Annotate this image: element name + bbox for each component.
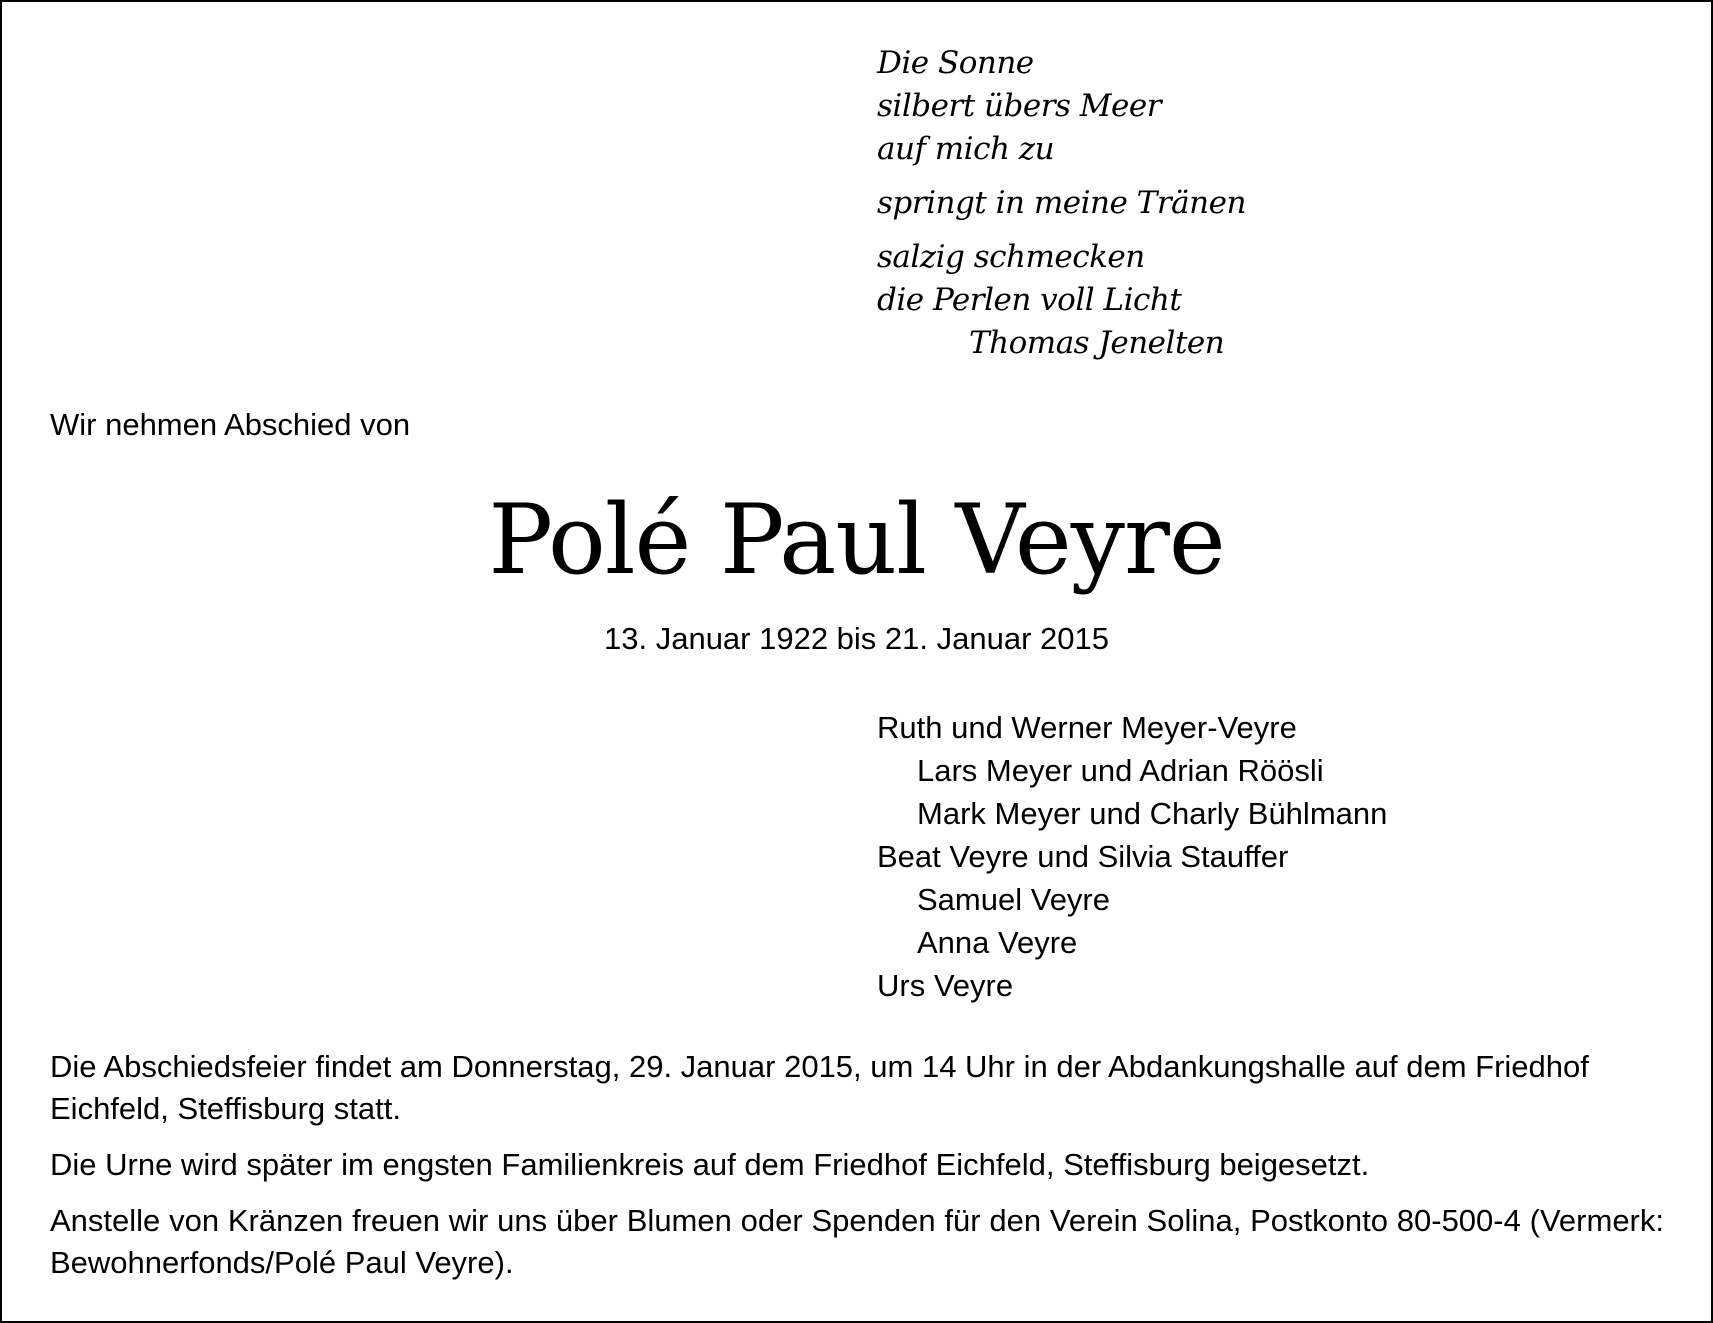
family-member: Lars Meyer und Adrian Röösli [917,753,1324,788]
family-member: Samuel Veyre [917,882,1110,917]
deceased-name: Polé Paul Veyre [488,484,1225,596]
poem-stanza [877,236,1246,365]
poem-stanza [877,182,1246,225]
donation-paragraph: Anstelle von Kränzen freuen wir uns über Blumen oder Spenden für den Verein Solina, Postkonto 80-500-4 (Vermerk: Bewohnerfonds/Polé Paul Veyre). [50,1203,1664,1280]
poem-stanza [877,42,1246,171]
poem-line: Die Sonne [877,45,1034,81]
family-member: Mark Meyer und Charly Bühlmann [917,796,1388,831]
poem-author: Thomas Jenelten [969,325,1225,361]
ceremony-details [50,1046,1664,1298]
poem-line: silbert übers Meer [877,88,1162,124]
poem-line: auf mich zu [877,131,1055,167]
poem-line: die Perlen voll Licht [877,282,1182,318]
ceremony-paragraph: Die Abschiedsfeier findet am Donnerstag, 29. Januar 2015, um 14 Uhr in der Abdankungshalle auf dem Friedhof Eichfeld, Steffisburg statt. [50,1049,1589,1126]
poem-line: salzig schmecken [877,239,1145,275]
family-list [877,706,1387,1007]
poem [877,42,1246,365]
farewell-intro: Wir nehmen Abschied von [50,407,411,442]
urn-paragraph: Die Urne wird später im engsten Familienkreis auf dem Friedhof Eichfeld, Steffisburg beigesetzt. [50,1147,1370,1182]
family-member: Ruth und Werner Meyer-Veyre [877,710,1297,745]
poem-line: springt in meine Tränen [877,185,1246,221]
family-member: Anna Veyre [917,925,1078,960]
family-member: Urs Veyre [877,968,1014,1003]
life-dates: 13. Januar 1922 bis 21. Januar 2015 [604,621,1109,656]
family-member: Beat Veyre und Silvia Stauffer [877,839,1289,874]
